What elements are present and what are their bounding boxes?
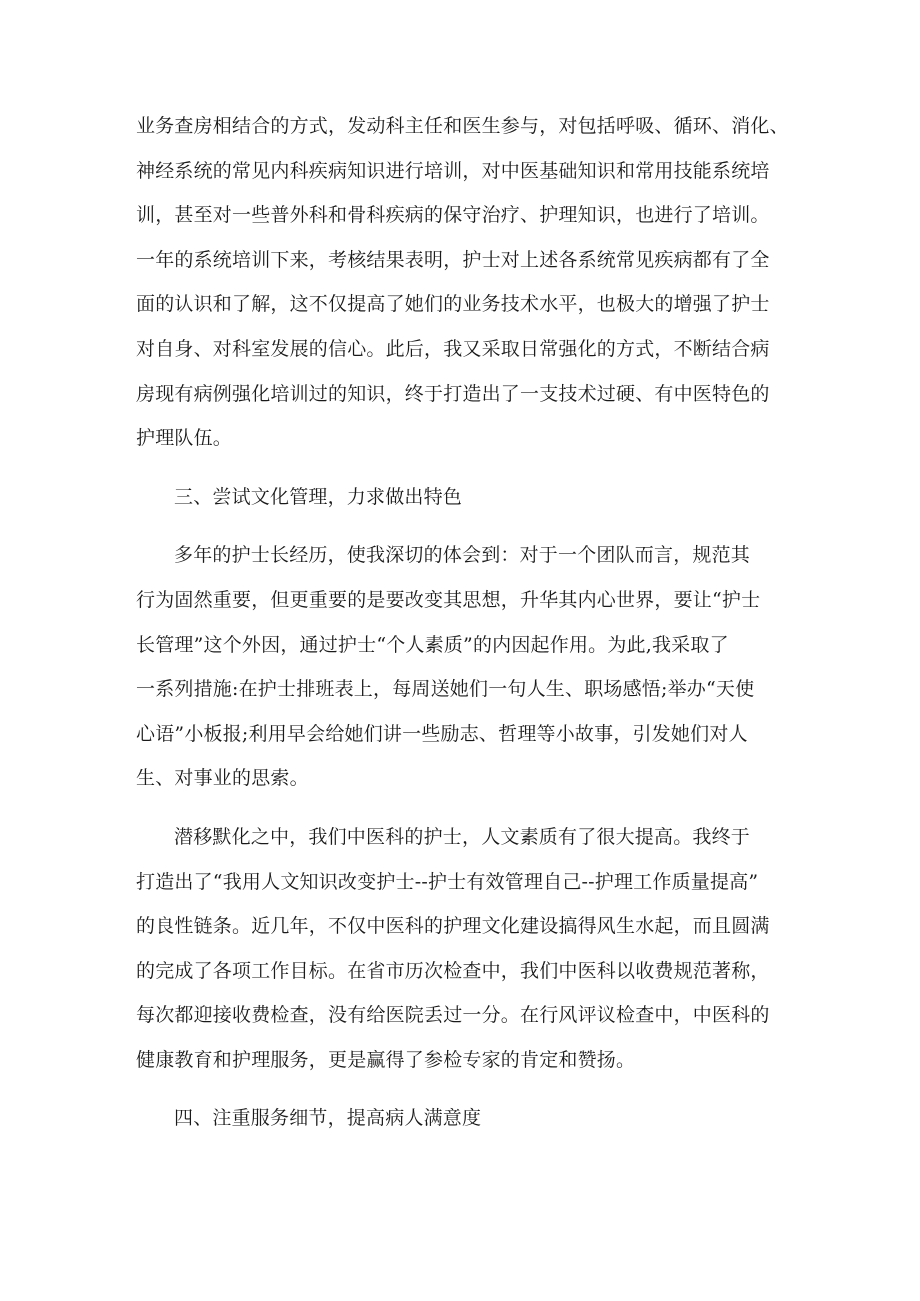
text-line: 每次都迎接收费检查，没有给医院丢过一分。在行风评议检查中，中医科的 (136, 1004, 770, 1027)
text-line: 潜移默化之中，我们中医科的护士，人文素质有了很大提高。我终于 (174, 825, 751, 848)
text-line: 健康教育和护理服务，更是赢得了参检专家的肯定和赞扬。 (136, 1048, 636, 1071)
text-line: 心语”小板报;利用早会给她们讲一些励志、哲理等小故事，引发她们对人 (136, 722, 748, 745)
text-line: 的完成了各项工作目标。在省市历次检查中，我们中医科以收费规范著称， (136, 959, 770, 982)
text-line: 训，甚至对一些普外科和骨科疾病的保守治疗、护理知识，也进行了培训。 (136, 204, 770, 227)
text-line: 多年的护士长经历，使我深切的体会到：对于一个团队而言，规范其 (174, 544, 751, 567)
text-line: 一系列措施:在护士排班表上，每周送她们一句人生、职场感悟;举办“天使 (136, 678, 755, 701)
text-line: 房现有病例强化培训过的知识，终于打造出了一支技术过硬、有中医特色的 (136, 382, 770, 405)
paragraph-training (136, 104, 788, 461)
text-line: 业务查房相结合的方式，发动科主任和医生参与，对包括呼吸、循环、消化、 (136, 115, 789, 137)
text-line: 的良性链条。近几年，不仅中医科的护理文化建设搞得风生水起，而且圆满 (136, 915, 770, 938)
paragraph-results (136, 815, 788, 1083)
text-line: 生、对事业的思索。 (136, 767, 309, 790)
text-line: 行为固然重要，但更重要的是要改变其思想，升华其内心世界，要让“护士 (136, 588, 761, 611)
text-line: 护理队伍。 (136, 427, 233, 450)
text-line: 对自身、对科室发展的信心。此后，我又采取日常强化的方式，不断结合病 (136, 337, 770, 360)
paragraph-culture (136, 533, 788, 801)
text-line: 长管理”这个外因，通过护士“个人素质”的内因起作用。为此,我采取了 (136, 633, 729, 656)
section-heading-3: 三、尝试文化管理，力求做出特色 (174, 485, 463, 508)
section-heading-4: 四、注重服务细节，提高病人满意度 (174, 1107, 482, 1130)
text-line: 打造出了“我用人文知识改变护士--护士有效管理自己--护理工作质量提高” (136, 870, 759, 893)
text-line: 一年的系统培训下来，考核结果表明，护士对上述各系统常见疾病都有了全 (136, 248, 770, 271)
text-line: 神经系统的常见内科疾病知识进行培训，对中医基础知识和常用技能系统培 (136, 159, 770, 182)
text-line: 面的认识和了解，这不仅提高了她们的业务技术水平，也极大的增强了护士 (136, 293, 770, 316)
